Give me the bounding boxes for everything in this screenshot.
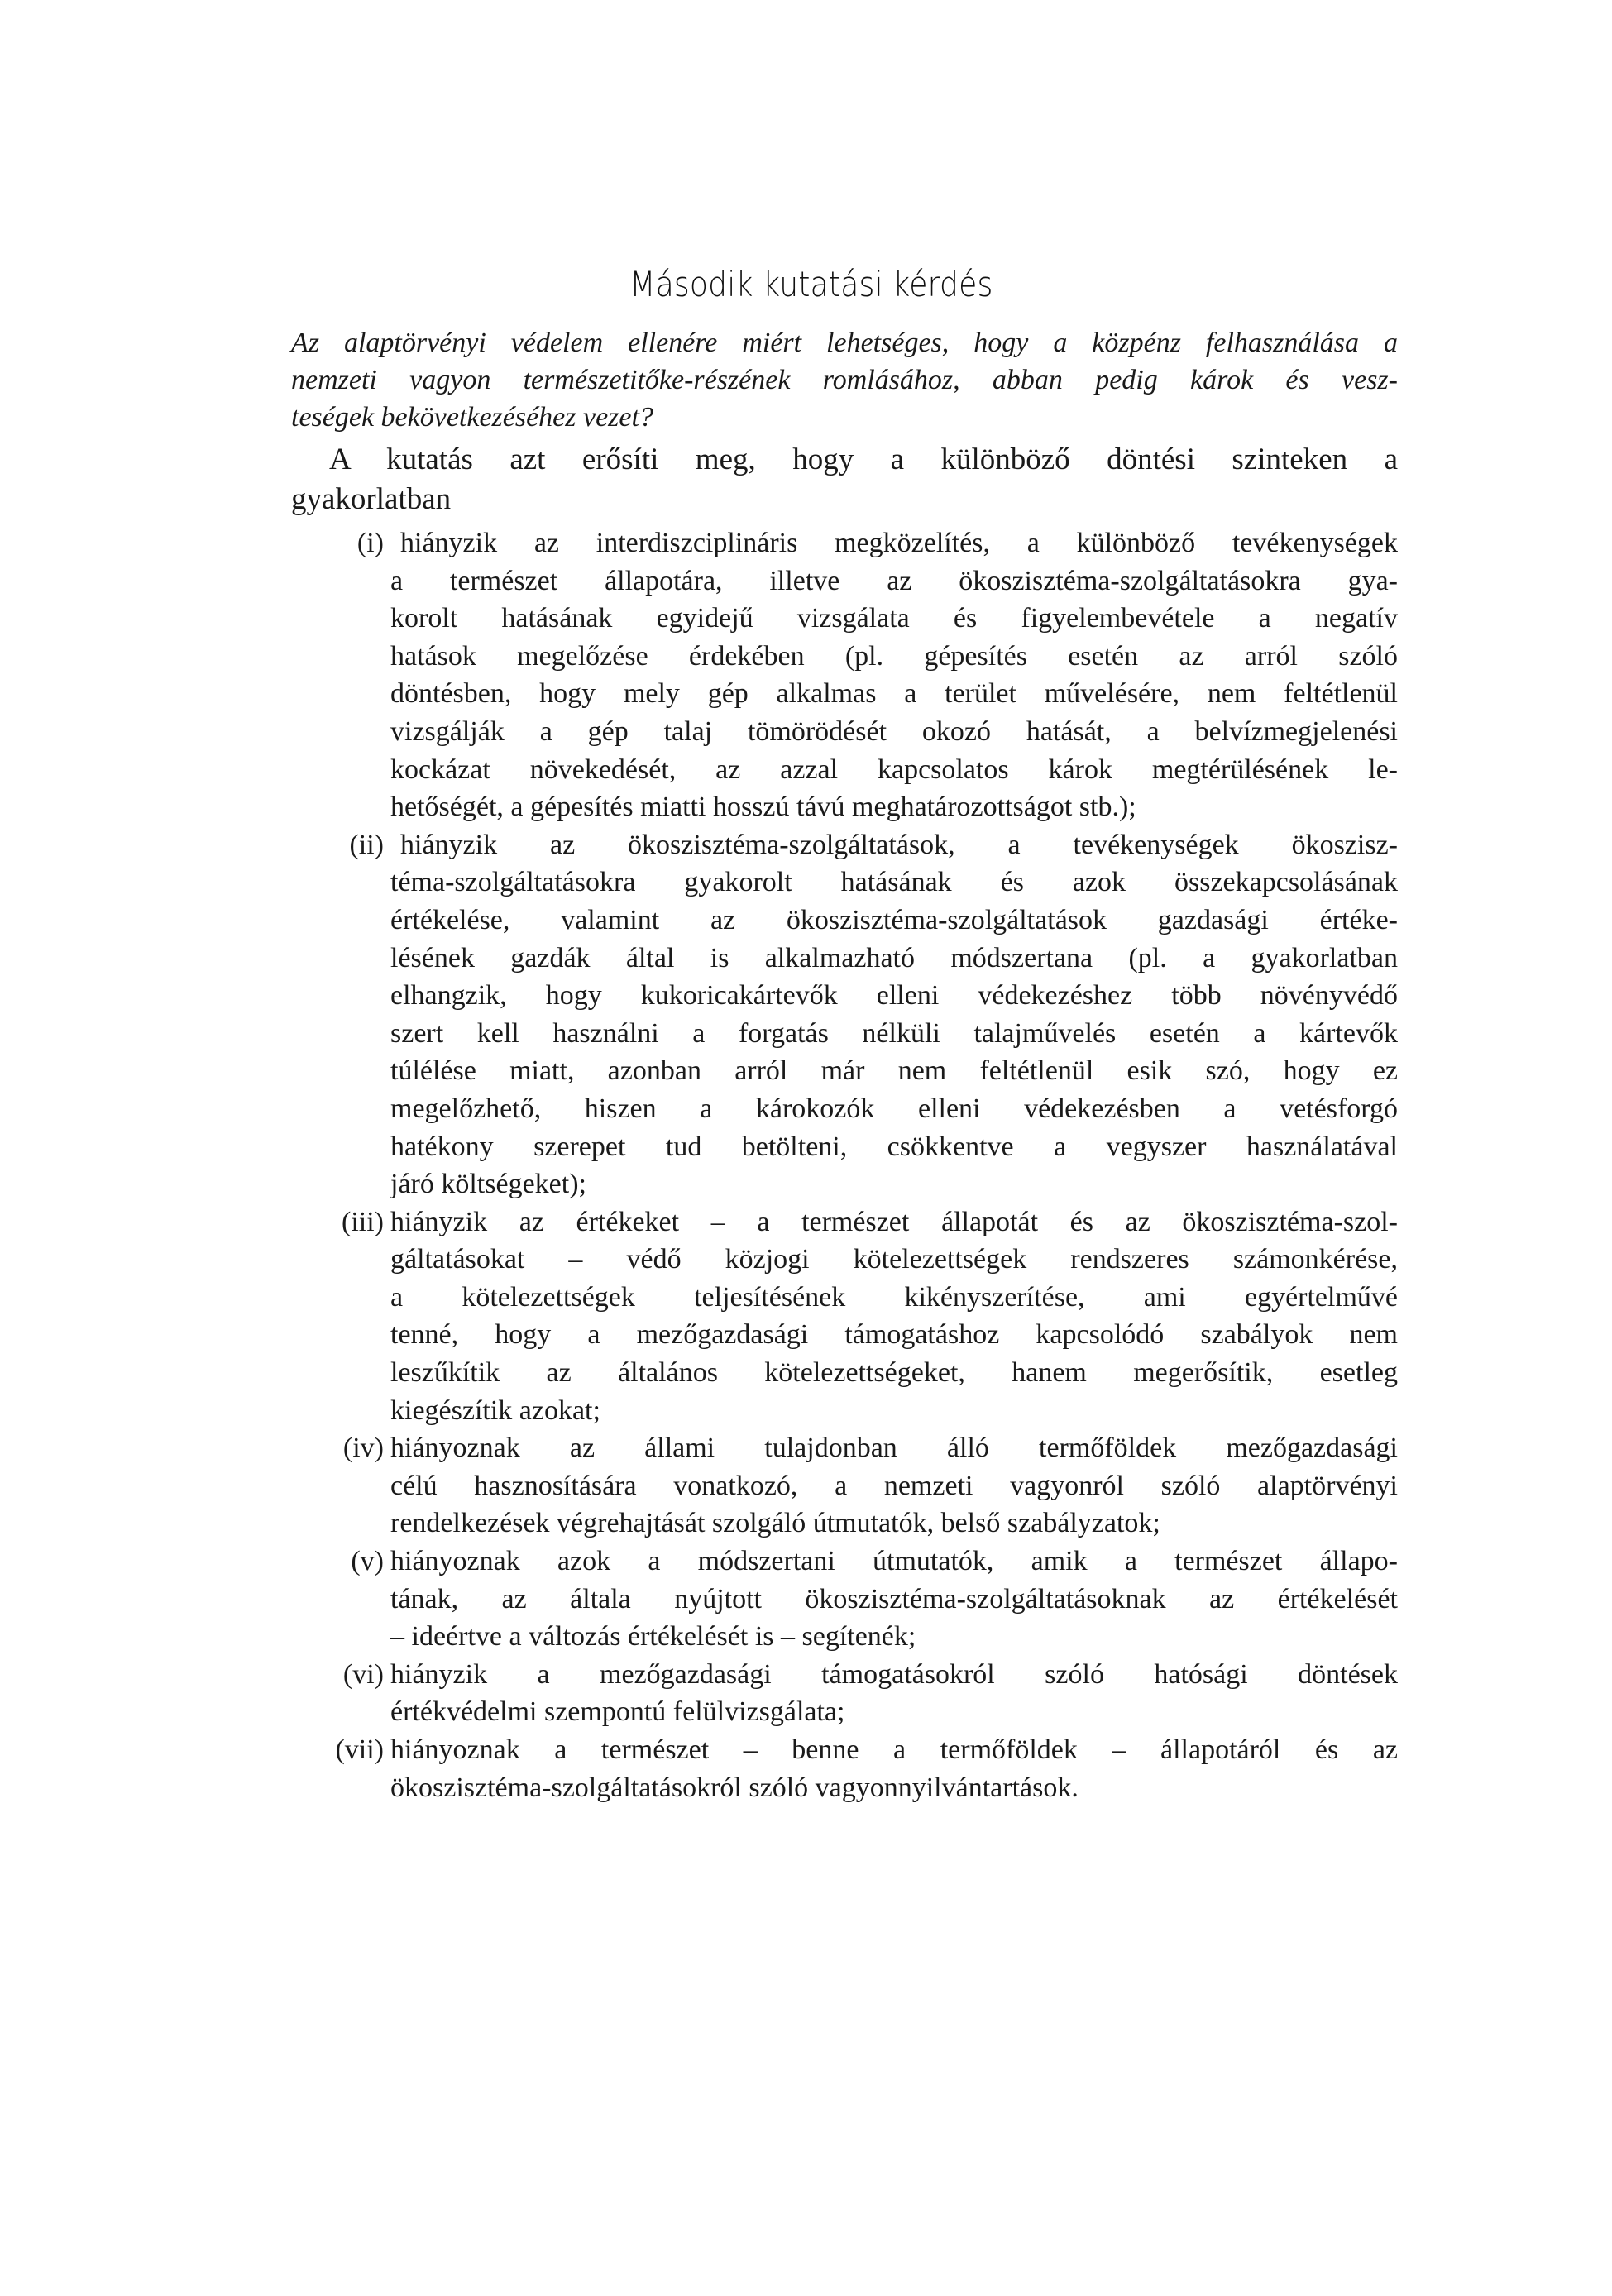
list-item-line: lésének gazdák által is alkalmazható módszertana (pl. a gyakorlatban [390,942,1398,973]
list-item [291,1543,1398,1656]
list-item-line: értékvédelmi szempontú felülvizsgálata; [390,1696,845,1728]
findings-list [291,524,1398,1806]
list-item-line: hetőségét, a gépesítés miatti hosszú távú meghatározottságot stb.); [390,792,1136,823]
list-item-line: hiányzik az értékeket – a természet állapotát és az ökoszisztéma-szol- [390,1206,1398,1237]
list-item-line: hiányoznak a természet – benne a termőföldek – állapotáról és az [390,1734,1398,1765]
list-item [291,1429,1398,1543]
list-item-line: – ideértve a változás értékelését is – segítenék; [390,1621,916,1653]
list-item-line: rendelkezések végrehajtását szolgáló útmutatók, belső szabályzatok; [390,1508,1160,1539]
list-item-line: gáltatásokat – védő közjogi kötelezettségek rendszeres számonkérése, [390,1244,1398,1275]
list-item-line: hiányzik az interdiszciplináris megközelítés, a különböző tevékenységek [400,528,1398,558]
question-line: nemzeti vagyon természetitőke-részének romlásához, abban pedig károk és vesz- [291,365,1398,395]
research-question [291,324,1398,436]
list-item-line: túlélése miatt, azonban arról már nem feltétlenül esik szó, hogy ez [390,1055,1398,1087]
list-item-line: ökoszisztéma-szolgáltatásokról szóló vagyonnyilvántartások. [390,1772,1079,1803]
list-item-line: hiányoznak azok a módszertani útmutatók, amik a természet állapo- [390,1546,1398,1577]
list-item-line: kiegészítik azokat; [390,1394,600,1426]
question-line: Az alaptörvényi védelem ellenére miért lehetséges, hogy a közpénz felhasználása a [291,328,1398,358]
list-item [291,826,1398,1203]
list-item-line: elhangzik, hogy kukoricakártevők elleni védekezéshez több növényvédő [390,980,1398,1012]
list-item-line: értékelése, valamint az ökoszisztéma-szolgáltatások gazdasági értéke- [390,904,1398,935]
list-item-line: leszűkítik az általános kötelezettségeket, hanem megerősítik, esetleg [390,1357,1398,1389]
intro-paragraph [291,440,1398,519]
list-item-line: korolt hatásának egyidejű vizsgálata és figyelembevétele a negatív [390,603,1398,634]
list-item-line: döntésben, hogy mely gép alkalmas a terület művelésére, nem feltétlenül [390,678,1398,710]
list-item-line: kockázat növekedését, az azzal kapcsolatos károk megtérülésének le- [390,753,1398,785]
list-item-marker: (i) [356,528,384,558]
list-item-line: vizsgálják a gép talaj tömörödését okozó hatását, a belvízmegjelenési [390,715,1398,747]
intro-line: gyakorlatban [291,482,452,516]
list-item-line: megelőzhető, hiszen a károkozók elleni védekezésben a vetésforgó [390,1093,1398,1124]
list-item-marker: (vii) [335,1734,384,1765]
question-line: teségek bekövetkezéséhez vezet? [291,402,653,433]
list-item-line: hiányzik a mezőgazdasági támogatásokról szóló hatósági döntések [390,1658,1398,1690]
list-item [291,1203,1398,1430]
section-title: Második kutatási kérdés [629,264,993,305]
list-item-line: a természet állapotára, illetve az ökoszisztéma-szolgáltatásokra gya- [390,565,1398,596]
list-item-line: szert kell használni a forgatás nélküli talajművelés esetén a kártevők [390,1017,1398,1049]
list-item-marker: (ii) [349,829,384,860]
list-item-line: hiányoznak az állami tulajdonban álló termőföldek mezőgazdasági [390,1433,1398,1464]
list-item [291,524,1398,826]
list-item-line: téma-szolgáltatásokra gyakorolt hatásának és azok összekapcsolásának [390,867,1398,898]
list-item-line: hatékony szerepet tud betölteni, csökkentve a vegyszer használatával [390,1131,1398,1162]
list-item-line: célú hasznosítására vonatkozó, a nemzeti vagyonról szóló alaptörvényi [390,1470,1398,1501]
list-item-marker: (iii) [342,1206,384,1237]
list-item-line: járó költségeket); [390,1169,586,1200]
list-item [291,1731,1398,1806]
list-item-line: hiányzik az ökoszisztéma-szolgáltatások, a tevékenységek ökoszisz- [400,829,1398,860]
list-item-marker: (vi) [342,1658,384,1690]
list-item [291,1656,1398,1731]
list-item-line: hatások megelőzése érdekében (pl. gépesítés esetén az arról szóló [390,640,1398,672]
list-item-marker: (v) [351,1546,384,1577]
list-item-line: a kötelezettségek teljesítésének kikényszerítése, ami egyértelművé [390,1281,1398,1313]
intro-line: A kutatás azt erősíti meg, hogy a különböző döntési szinteken a [329,442,1398,476]
list-item-marker: (iv) [342,1433,384,1464]
list-item-line: tenné, hogy a mezőgazdasági támogatáshoz kapcsolódó szabályok nem [390,1319,1398,1351]
list-item-line: tának, az általa nyújtott ökoszisztéma-szolgáltatásoknak az értékelését [390,1583,1398,1614]
